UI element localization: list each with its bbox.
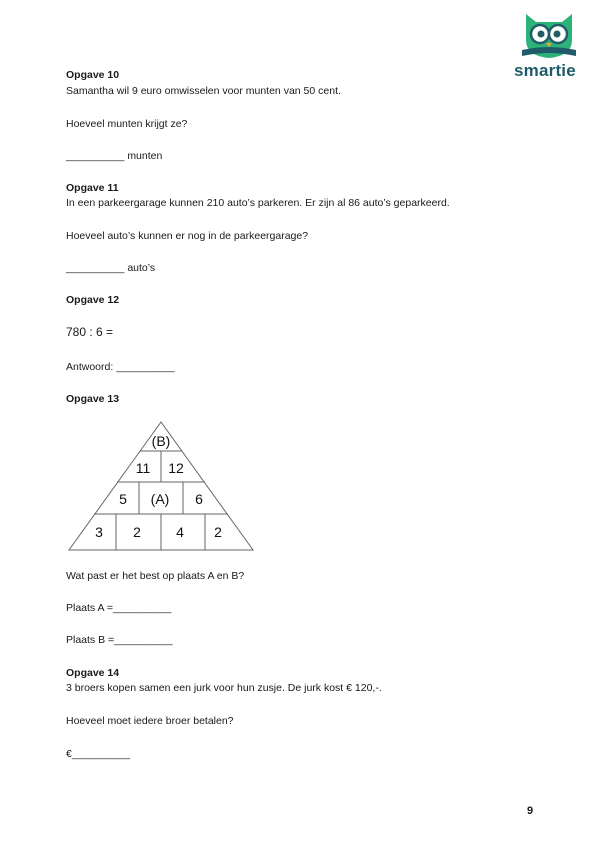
pyramid-cell: 12 (168, 460, 184, 476)
q12-title: Opgave 12 (66, 294, 120, 306)
q10-question: Hoeveel munten krijgt ze? (66, 118, 188, 130)
pyramid-cell: 11 (135, 460, 151, 476)
q10-text: Samantha wil 9 euro omwisselen voor munten van 50 cent. (66, 85, 341, 97)
q11-question: Hoeveel auto’s kunnen er nog in de parkeergarage? (66, 230, 309, 242)
pyramid-cell: 4 (176, 524, 184, 540)
pyramid-cell-b: (B) (151, 433, 171, 449)
pyramid-cell-a: (A) (150, 491, 170, 507)
q11-title: Opgave 11 (66, 182, 119, 194)
pyramid-cell: 3 (95, 524, 103, 540)
q13-answer-b-field[interactable]: Plaats B =__________ (66, 634, 173, 646)
brand-wordmark: smartie (514, 61, 576, 80)
page-number: 9 (527, 805, 534, 817)
pyramid-cell: 5 (119, 491, 127, 507)
q11-answer-field[interactable]: __________ auto’s (66, 262, 156, 274)
q10-title: Opgave 10 (66, 69, 120, 81)
q14-text: 3 broers kopen samen een jurk voor hun zusje. De jurk kost € 120,-. (66, 682, 382, 694)
q14-title: Opgave 14 (66, 667, 120, 679)
q13-question: Wat past er het best op plaats A en B? (66, 570, 245, 582)
pyramid-cell: 2 (214, 524, 222, 540)
number-pyramid (65, 418, 257, 554)
q13-answer-a-field[interactable]: Plaats A =__________ (66, 602, 172, 614)
q10-answer-field[interactable]: __________ munten (66, 150, 163, 162)
q14-answer-field[interactable]: €__________ (66, 748, 131, 760)
q13-title: Opgave 13 (66, 393, 120, 405)
q12-answer-field[interactable]: Antwoord: __________ (66, 361, 175, 373)
pyramid-cell: 6 (195, 491, 203, 507)
q14-question: Hoeveel moet iedere broer betalen? (66, 715, 234, 727)
owl-icon (512, 10, 586, 62)
pyramid-cell: 2 (133, 524, 141, 540)
q12-expression: 780 : 6 = (66, 325, 114, 339)
q11-text: In een parkeergarage kunnen 210 auto’s parkeren. Er zijn al 86 auto’s geparkeerd. (66, 197, 450, 209)
